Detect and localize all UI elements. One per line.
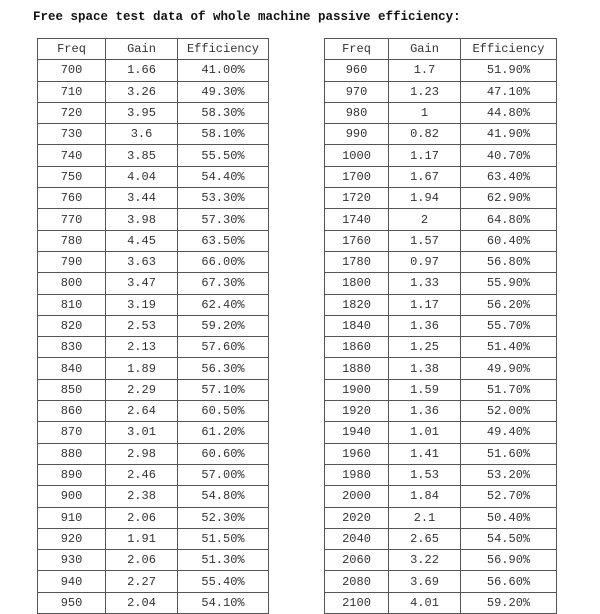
table-row: [38, 60, 269, 81]
table-row: [38, 486, 269, 507]
table-row: [325, 571, 557, 592]
efficiency-cell: 41.90%: [461, 124, 557, 145]
freq-cell: 980: [325, 102, 389, 123]
freq-cell: 910: [38, 507, 106, 528]
table-row: [325, 422, 557, 443]
gain-cell: 1.66: [106, 60, 178, 81]
freq-cell: 1700: [325, 166, 389, 187]
freq-cell: 1820: [325, 294, 389, 315]
gain-cell: 2.13: [106, 337, 178, 358]
efficiency-cell: 54.10%: [178, 592, 269, 613]
gain-cell: 2.1: [389, 507, 461, 528]
freq-cell: 1980: [325, 464, 389, 485]
table-row: [38, 145, 269, 166]
table-row: [325, 102, 557, 123]
freq-cell: 810: [38, 294, 106, 315]
gain-cell: 0.97: [389, 251, 461, 272]
gain-cell: 2.29: [106, 379, 178, 400]
table-row: [325, 188, 557, 209]
gain-cell: 1.33: [389, 273, 461, 294]
efficiency-cell: 55.50%: [178, 145, 269, 166]
gain-cell: 1.17: [389, 294, 461, 315]
freq-cell: 1960: [325, 443, 389, 464]
table-row: [325, 166, 557, 187]
efficiency-cell: 41.00%: [178, 60, 269, 81]
freq-cell: 1880: [325, 358, 389, 379]
efficiency-cell: 51.90%: [461, 60, 557, 81]
efficiency-cell: 51.60%: [461, 443, 557, 464]
efficiency-cell: 51.70%: [461, 379, 557, 400]
table-row: [38, 315, 269, 336]
gain-cell: 3.19: [106, 294, 178, 315]
gain-cell: 1.23: [389, 81, 461, 102]
efficiency-cell: 52.00%: [461, 401, 557, 422]
gain-cell: 1: [389, 102, 461, 123]
gain-cell: 3.98: [106, 209, 178, 230]
efficiency-cell: 66.00%: [178, 251, 269, 272]
efficiency-table-right: [324, 38, 557, 614]
table-row: [38, 358, 269, 379]
table-row: [325, 486, 557, 507]
efficiency-cell: 67.30%: [178, 273, 269, 294]
efficiency-cell: 54.40%: [178, 166, 269, 187]
table-row: [38, 188, 269, 209]
efficiency-cell: 54.80%: [178, 486, 269, 507]
freq-cell: 870: [38, 422, 106, 443]
freq-cell: 780: [38, 230, 106, 251]
freq-cell: 1720: [325, 188, 389, 209]
gain-cell: 4.01: [389, 592, 461, 613]
table-row: [325, 358, 557, 379]
table-row: [325, 592, 557, 613]
table-row: [38, 209, 269, 230]
efficiency-cell: 57.30%: [178, 209, 269, 230]
freq-cell: 710: [38, 81, 106, 102]
freq-cell: 1780: [325, 251, 389, 272]
gain-cell: 1.41: [389, 443, 461, 464]
freq-cell: 1800: [325, 273, 389, 294]
gain-cell: 1.38: [389, 358, 461, 379]
gain-cell: 3.44: [106, 188, 178, 209]
gain-cell: 2.27: [106, 571, 178, 592]
freq-cell: 890: [38, 464, 106, 485]
table-row: [325, 145, 557, 166]
efficiency-cell: 55.40%: [178, 571, 269, 592]
freq-cell: 2080: [325, 571, 389, 592]
table-row: [325, 251, 557, 272]
freq-cell: 1840: [325, 315, 389, 336]
efficiency-cell: 64.80%: [461, 209, 557, 230]
freq-cell: 900: [38, 486, 106, 507]
efficiency-cell: 49.90%: [461, 358, 557, 379]
gain-cell: 1.7: [389, 60, 461, 81]
efficiency-cell: 56.30%: [178, 358, 269, 379]
table-row: [325, 315, 557, 336]
gain-cell: 2.06: [106, 507, 178, 528]
gain-cell: 1.94: [389, 188, 461, 209]
efficiency-cell: 51.30%: [178, 550, 269, 571]
header-efficiency: Efficiency: [461, 39, 557, 60]
efficiency-cell: 52.30%: [178, 507, 269, 528]
gain-cell: 3.6: [106, 124, 178, 145]
gain-cell: 3.22: [389, 550, 461, 571]
gain-cell: 1.17: [389, 145, 461, 166]
efficiency-cell: 57.60%: [178, 337, 269, 358]
gain-cell: 1.67: [389, 166, 461, 187]
table-row: [38, 273, 269, 294]
freq-cell: 820: [38, 315, 106, 336]
table-row: [325, 124, 557, 145]
table-row: [38, 528, 269, 549]
efficiency-cell: 57.00%: [178, 464, 269, 485]
table-row: [38, 592, 269, 613]
freq-cell: 1760: [325, 230, 389, 251]
header-freq: Freq: [38, 39, 106, 60]
freq-cell: 1940: [325, 422, 389, 443]
efficiency-cell: 51.50%: [178, 528, 269, 549]
efficiency-cell: 49.40%: [461, 422, 557, 443]
gain-cell: 1.36: [389, 401, 461, 422]
efficiency-cell: 59.20%: [178, 315, 269, 336]
efficiency-cell: 56.80%: [461, 251, 557, 272]
table-row: [38, 571, 269, 592]
efficiency-cell: 47.10%: [461, 81, 557, 102]
freq-cell: 790: [38, 251, 106, 272]
efficiency-cell: 54.50%: [461, 528, 557, 549]
freq-cell: 750: [38, 166, 106, 187]
header-freq: Freq: [325, 39, 389, 60]
gain-cell: 2.04: [106, 592, 178, 613]
freq-cell: 1740: [325, 209, 389, 230]
table-row: [38, 464, 269, 485]
freq-cell: 760: [38, 188, 106, 209]
table-row: [38, 124, 269, 145]
efficiency-cell: 51.40%: [461, 337, 557, 358]
freq-cell: 800: [38, 273, 106, 294]
table-row: [325, 294, 557, 315]
table-row: [38, 379, 269, 400]
gain-cell: 2: [389, 209, 461, 230]
efficiency-cell: 58.10%: [178, 124, 269, 145]
efficiency-cell: 63.40%: [461, 166, 557, 187]
freq-cell: 2020: [325, 507, 389, 528]
freq-cell: 880: [38, 443, 106, 464]
efficiency-cell: 55.70%: [461, 315, 557, 336]
table-row: [325, 401, 557, 422]
freq-cell: 940: [38, 571, 106, 592]
efficiency-cell: 52.70%: [461, 486, 557, 507]
freq-cell: 2040: [325, 528, 389, 549]
freq-cell: 1900: [325, 379, 389, 400]
efficiency-cell: 59.20%: [461, 592, 557, 613]
table-row: [38, 422, 269, 443]
freq-cell: 960: [325, 60, 389, 81]
gain-cell: 2.64: [106, 401, 178, 422]
table-row: [325, 209, 557, 230]
table-row: [38, 401, 269, 422]
freq-cell: 770: [38, 209, 106, 230]
freq-cell: 990: [325, 124, 389, 145]
gain-cell: 2.53: [106, 315, 178, 336]
table-row: [325, 81, 557, 102]
freq-cell: 850: [38, 379, 106, 400]
gain-cell: 3.85: [106, 145, 178, 166]
table-row: [38, 251, 269, 272]
freq-cell: 2000: [325, 486, 389, 507]
efficiency-cell: 55.90%: [461, 273, 557, 294]
header-gain: Gain: [106, 39, 178, 60]
efficiency-cell: 62.40%: [178, 294, 269, 315]
table-row: [325, 550, 557, 571]
freq-cell: 830: [38, 337, 106, 358]
gain-cell: 3.47: [106, 273, 178, 294]
gain-cell: 1.25: [389, 337, 461, 358]
table-row: [38, 507, 269, 528]
freq-cell: 920: [38, 528, 106, 549]
gain-cell: 3.01: [106, 422, 178, 443]
freq-cell: 1920: [325, 401, 389, 422]
gain-cell: 2.65: [389, 528, 461, 549]
gain-cell: 1.57: [389, 230, 461, 251]
gain-cell: 1.91: [106, 528, 178, 549]
efficiency-cell: 60.50%: [178, 401, 269, 422]
freq-cell: 970: [325, 81, 389, 102]
efficiency-cell: 56.90%: [461, 550, 557, 571]
gain-cell: 1.89: [106, 358, 178, 379]
table-row: [325, 230, 557, 251]
freq-cell: 950: [38, 592, 106, 613]
gain-cell: 1.36: [389, 315, 461, 336]
efficiency-cell: 60.60%: [178, 443, 269, 464]
freq-cell: 840: [38, 358, 106, 379]
table-row: [325, 443, 557, 464]
gain-cell: 1.53: [389, 464, 461, 485]
gain-cell: 1.84: [389, 486, 461, 507]
header-gain: Gain: [389, 39, 461, 60]
gain-cell: 2.38: [106, 486, 178, 507]
efficiency-cell: 56.60%: [461, 571, 557, 592]
gain-cell: 3.26: [106, 81, 178, 102]
table-row: [38, 337, 269, 358]
efficiency-cell: 50.40%: [461, 507, 557, 528]
table-row: [325, 464, 557, 485]
efficiency-cell: 62.90%: [461, 188, 557, 209]
gain-cell: 0.82: [389, 124, 461, 145]
efficiency-cell: 60.40%: [461, 230, 557, 251]
table-row: [38, 443, 269, 464]
efficiency-cell: 44.80%: [461, 102, 557, 123]
freq-cell: 720: [38, 102, 106, 123]
table-row: [325, 60, 557, 81]
table-row: [325, 379, 557, 400]
table-row: [38, 81, 269, 102]
freq-cell: 700: [38, 60, 106, 81]
table-header-row: [325, 39, 557, 60]
gain-cell: 2.46: [106, 464, 178, 485]
gain-cell: 1.59: [389, 379, 461, 400]
gain-cell: 1.01: [389, 422, 461, 443]
document-title: Free space test data of whole machine passive efficiency:: [33, 10, 461, 24]
efficiency-cell: 58.30%: [178, 102, 269, 123]
efficiency-cell: 57.10%: [178, 379, 269, 400]
freq-cell: 860: [38, 401, 106, 422]
gain-cell: 4.45: [106, 230, 178, 251]
gain-cell: 4.04: [106, 166, 178, 187]
efficiency-cell: 61.20%: [178, 422, 269, 443]
freq-cell: 1000: [325, 145, 389, 166]
efficiency-cell: 53.30%: [178, 188, 269, 209]
header-efficiency: Efficiency: [178, 39, 269, 60]
table-row: [325, 337, 557, 358]
table-row: [38, 166, 269, 187]
efficiency-cell: 56.20%: [461, 294, 557, 315]
freq-cell: 2060: [325, 550, 389, 571]
table-row: [38, 294, 269, 315]
efficiency-cell: 53.20%: [461, 464, 557, 485]
efficiency-cell: 63.50%: [178, 230, 269, 251]
freq-cell: 1860: [325, 337, 389, 358]
gain-cell: 3.95: [106, 102, 178, 123]
table-row: [325, 528, 557, 549]
table-row: [38, 102, 269, 123]
freq-cell: 930: [38, 550, 106, 571]
gain-cell: 2.06: [106, 550, 178, 571]
freq-cell: 740: [38, 145, 106, 166]
table-row: [38, 550, 269, 571]
gain-cell: 2.98: [106, 443, 178, 464]
gain-cell: 3.63: [106, 251, 178, 272]
efficiency-cell: 40.70%: [461, 145, 557, 166]
efficiency-table-left: [37, 38, 269, 614]
gain-cell: 3.69: [389, 571, 461, 592]
table-header-row: [38, 39, 269, 60]
efficiency-cell: 49.30%: [178, 81, 269, 102]
freq-cell: 730: [38, 124, 106, 145]
table-row: [325, 273, 557, 294]
freq-cell: 2100: [325, 592, 389, 613]
table-row: [325, 507, 557, 528]
table-row: [38, 230, 269, 251]
